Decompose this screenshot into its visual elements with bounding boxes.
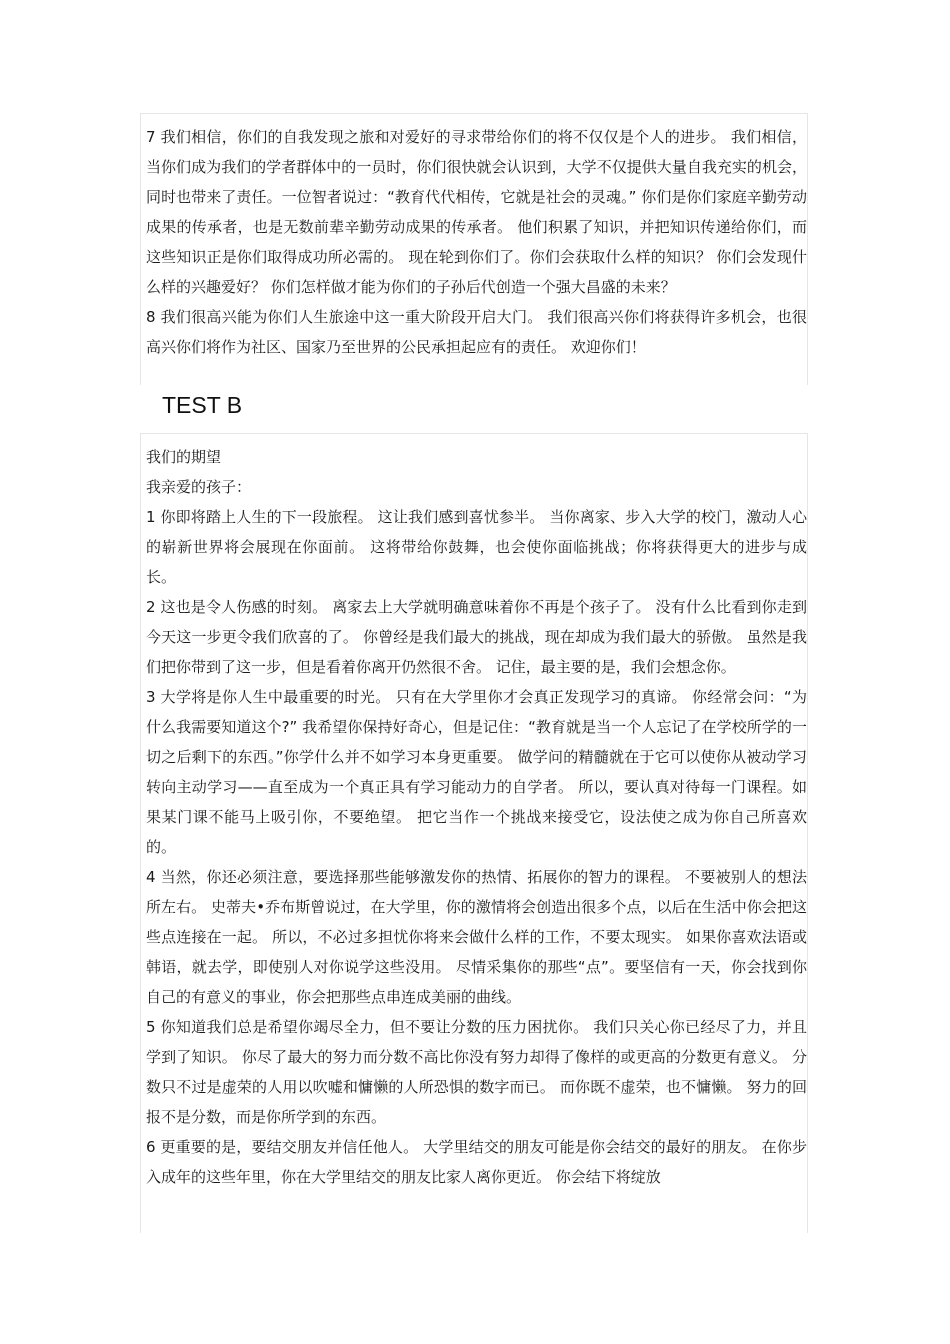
- passage-a-box: [140, 113, 808, 385]
- passage-b-box: [140, 433, 808, 1233]
- passage-a-paragraph-7: 7 我们相信，你们的自我发现之旅和对爱好的寻求带给你们的将不仅仅是个人的进步。 我们相信，当你们成为我们的学者群体中的一员时，你们很快就会认识到，大学不仅提供大量自我充实的机会，同时也带来了责任。一位智者说过：“教育代代相传，它就是社会的灵魂。” 你们是你们家庭辛勤劳动成果的传承者，也是无数前辈辛勤劳动成果的传承者。 他们积累了知识，并把知识传递给你们，而这些知识正是你们取得成功所必需的。 现在轮到你们了。你们会获取什么样的知识？ 你们会发现什么样的兴趣爱好？ 你们怎样做才能为你们的子孙后代创造一个强大昌盛的未来？: [146, 128, 807, 296]
- passage-b-title: 我们的期望: [146, 448, 222, 466]
- passage-b-paragraph-5: 5 你知道我们总是希望你竭尽全力，但不要让分数的压力困扰你。 我们只关心你已经尽了力，并且学到了知识。 你尽了最大的努力而分数不高比你没有努力却得了像样的或更高的分数更有意义。 分数只不过是虚荣的人用以吹嘘和慵懒的人所恐惧的数字而已。 而你既不虚荣，也不慵懒。 努力的回报不是分数，而是你所学到的东西。: [146, 1018, 807, 1126]
- passage-b-paragraph-3: 3 大学将是你人生中最重要的时光。 只有在大学里你才会真正发现学习的真谛。 你经常会问：“为什么我需要知道这个?” 我希望你保持好奇心，但是记住：“教育就是当一个人忘记了在学校所学的一切之后剩下的东西。”你学什么并不如学习本身更重要。 做学问的精髓就在于它可以使你从被动学习转向主动学习——直至成为一个真正具有学习能动力的自学者。 所以，要认真对待每一门课程。如果某门课不能马上吸引你，不要绝望。 把它当作一个挑战来接受它，设法使之成为你自己所喜欢的。: [146, 688, 807, 856]
- passage-b-paragraph-6: 6 更重要的是，要结交朋友并信任他人。 大学里结交的朋友可能是你会结交的最好的朋友。 在你步入成年的这些年里，你在大学里结交的朋友比家人离你更近。 你会结下将绽放: [146, 1138, 807, 1186]
- passage-b-paragraph-2: 2 这也是令人伤感的时刻。 离家去上大学就明确意味着你不再是个孩子了。 没有什么比看到你走到今天这一步更令我们欣喜的了。 你曾经是我们最大的挑战，现在却成为我们最大的骄傲。 虽然是我们把你带到了这一步，但是看着你离开仍然很不舍。 记住，最主要的是，我们会想念你。: [146, 598, 807, 676]
- passage-a-paragraph-8: 8 我们很高兴能为你们人生旅途中这一重大阶段开启大门。 我们很高兴你们将获得许多机会，也很高兴你们将作为社区、国家乃至世界的公民承担起应有的责任。 欢迎你们！: [146, 308, 807, 356]
- passage-b-salutation: 我亲爱的孩子：: [146, 478, 252, 496]
- section-heading: TEST B: [162, 392, 243, 418]
- passage-b-paragraph-1: 1 你即将踏上人生的下一段旅程。 这让我们感到喜忧参半。 当你离家、步入大学的校门，激动人心的崭新世界将会展现在你面前。 这将带给你鼓舞，也会使你面临挑战；你将获得更大的进步与成长。: [146, 508, 807, 586]
- passage-b-paragraph-4: 4 当然，你还必须注意，要选择那些能够激发你的热情、拓展你的智力的课程。 不要被别人的想法所左右。 史蒂夫•乔布斯曾说过，在大学里，你的激情将会创造出很多个点，以后在生活中你会把这些点连接在一起。 所以，不必过多担忧你将来会做什么样的工作，不要太现实。 如果你喜欢法语或韩语，就去学，即使别人对你说学这些没用。 尽情采集你的那些“点”。要坚信有一天，你会找到你自己的有意义的事业，你会把那些点串连成美丽的曲线。: [146, 868, 807, 1006]
